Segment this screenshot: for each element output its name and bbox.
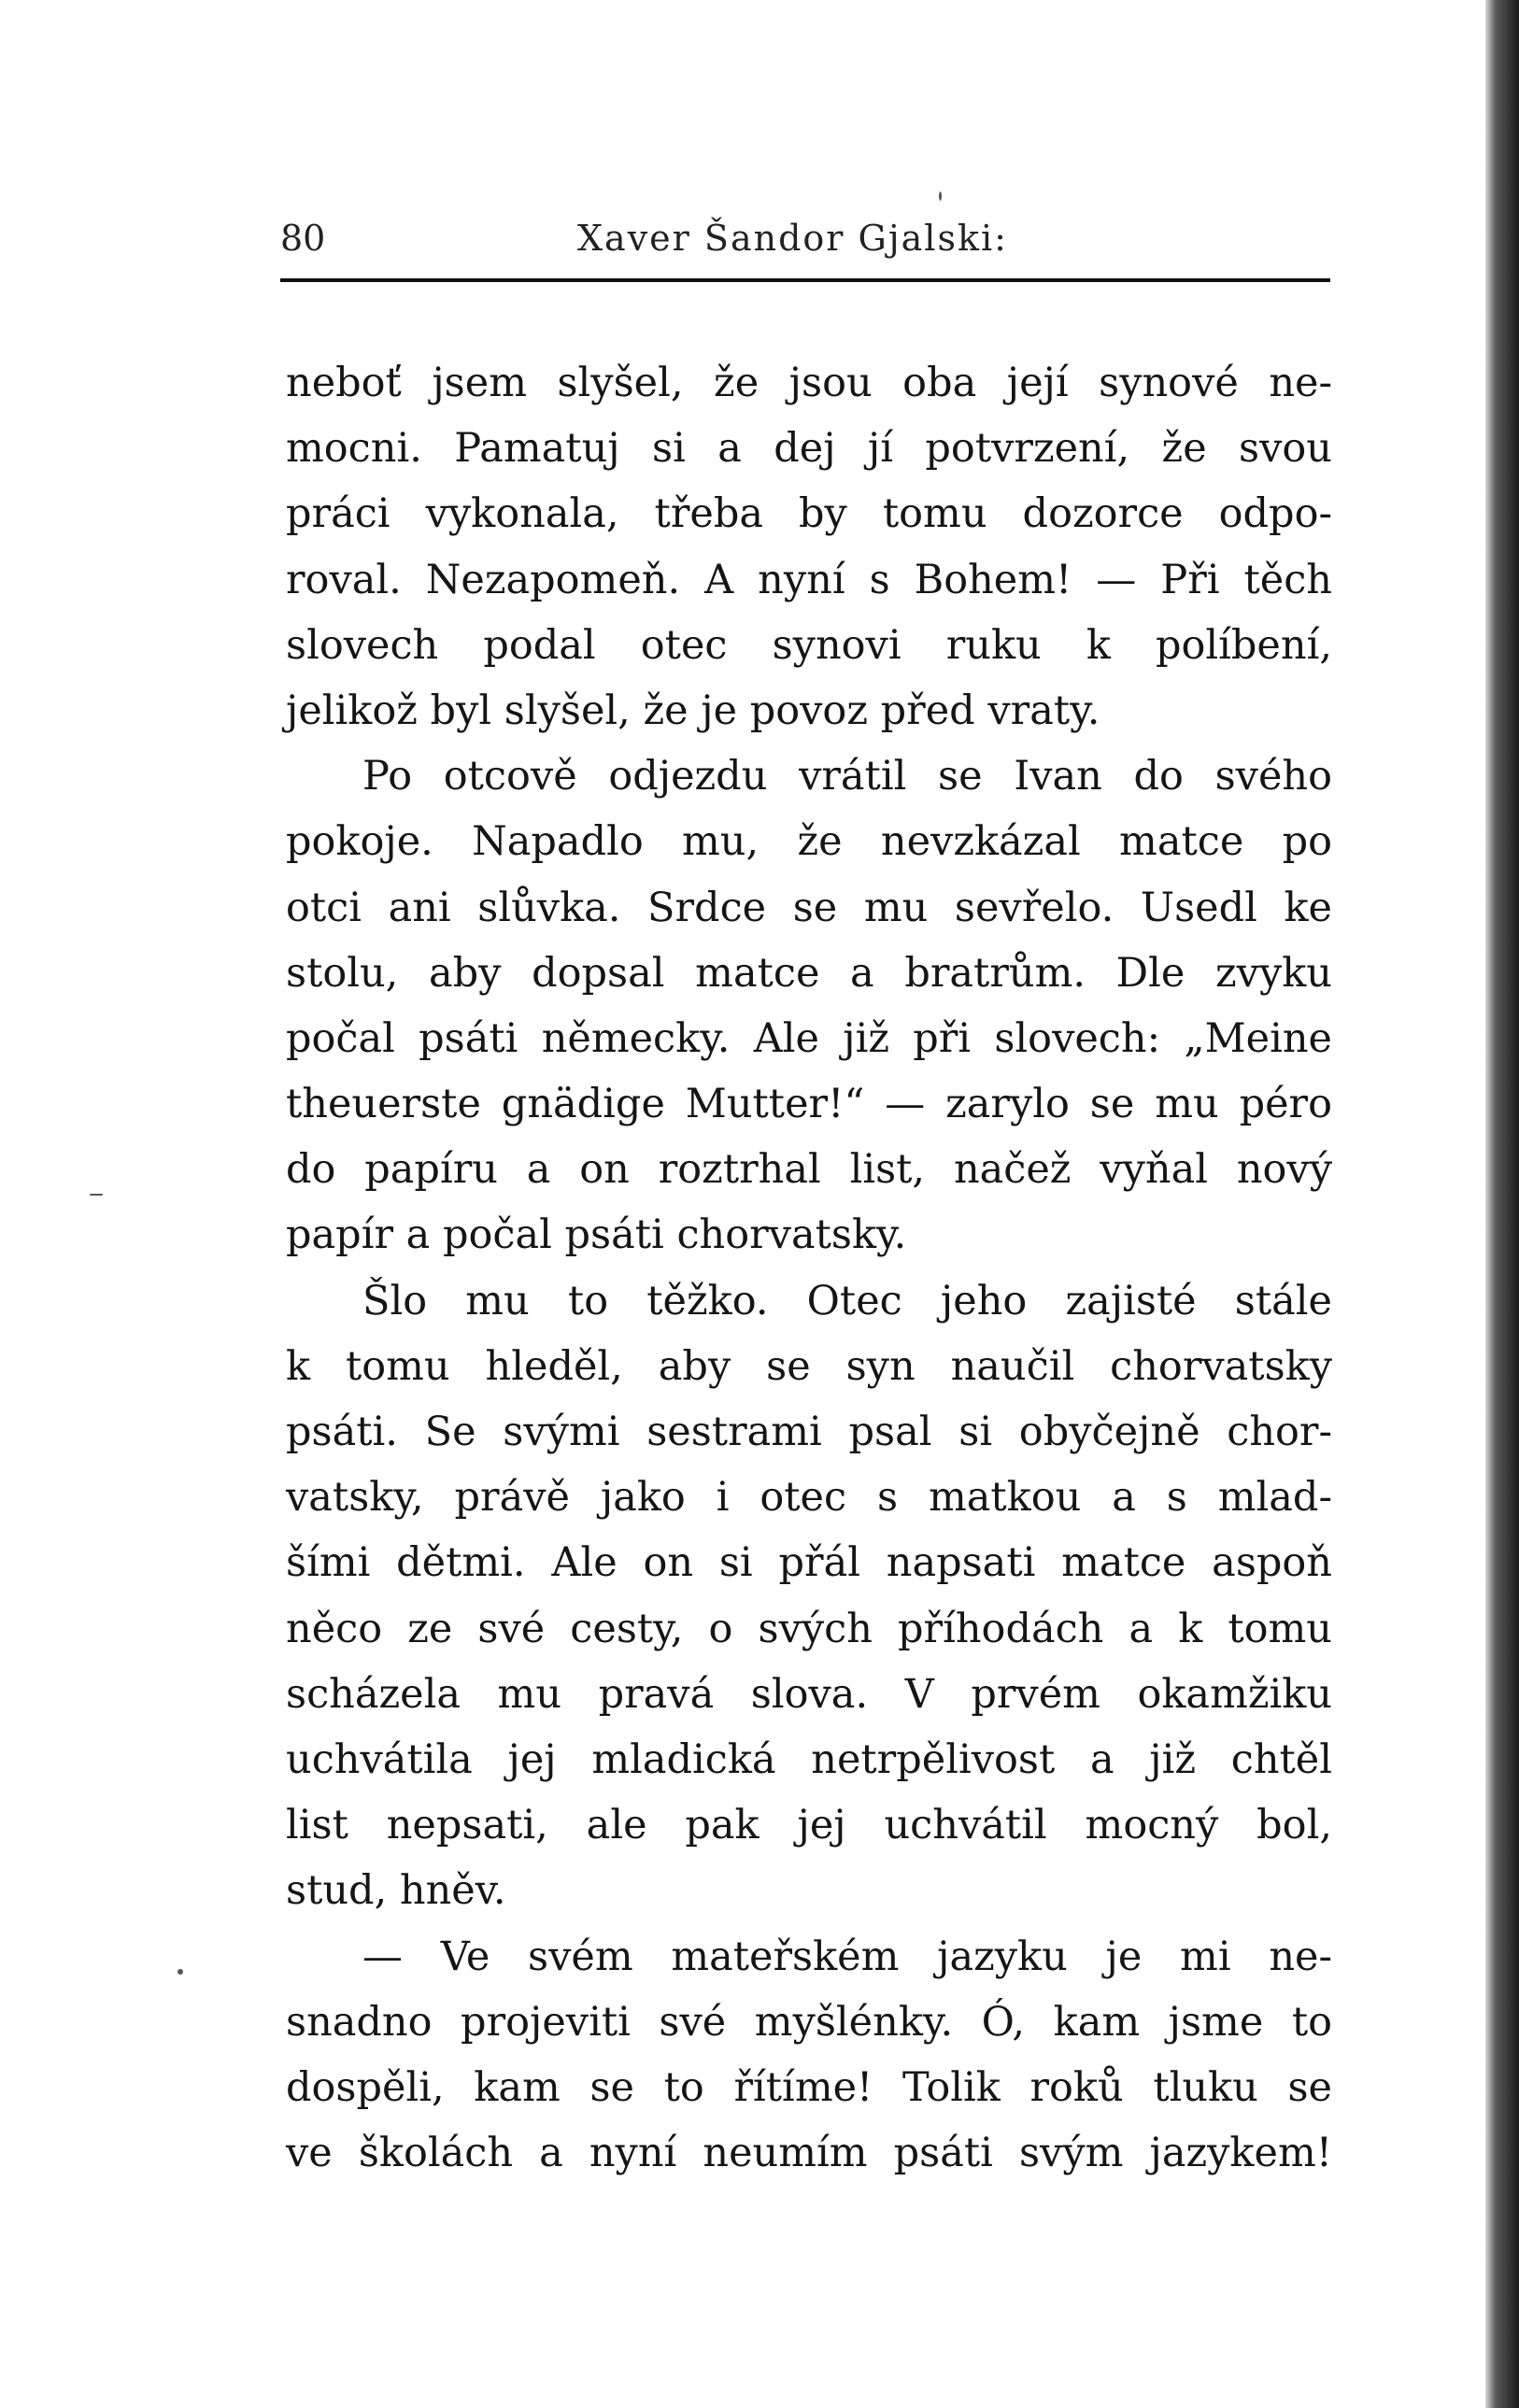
running-head: Xaver Šandor Gjalski: <box>577 218 1008 259</box>
text-line: práci vykonala, třeba by tomu dozorce odpo- <box>286 490 1332 538</box>
text-line: do papíru a on roztrhal list, načež vyňal nový <box>286 1146 1332 1194</box>
text-line: dospěli, kam se to řítíme! Tolik roků tluku se <box>286 2063 1332 2111</box>
text-line: roval. Nezapomeň. A nyní s Bohem! — Při těch <box>286 556 1332 603</box>
text-line: mocni. Pamatuj si a dej jí potvrzení, že svou <box>286 425 1332 473</box>
text-line: slovech podal otec synovi ruku k políbení, <box>286 621 1332 669</box>
text-line: list nepsati, ale pak jej uchvátil mocný bol, <box>286 1802 1332 1849</box>
page-number: 80 <box>280 218 326 259</box>
text-line: Šlo mu to těžko. Otec jeho zajisté stále <box>362 1277 1332 1324</box>
text-line: Po otcově odjezdu vrátil se Ivan do svého <box>362 753 1332 800</box>
text-line: — Ve svém mateřském jazyku je mi ne- <box>362 1933 1332 1980</box>
paper-speck <box>90 1194 103 1196</box>
text-line: papír a počal psáti chorvatsky. <box>286 1211 907 1259</box>
text-line: stolu, aby dopsal matce a bratrům. Dle zvyku <box>286 949 1332 997</box>
text-line: uchvátila jej mladická netrpělivost a již chtěl <box>286 1735 1332 1783</box>
page-edge-shadow <box>1485 0 1519 2408</box>
text-line: ve školách a nyní neumím psáti svým jazykem! <box>286 2130 1332 2177</box>
text-line: psáti. Se svými sestrami psal si obyčejně chor- <box>286 1409 1332 1455</box>
text-line: šími dětmi. Ale on si přál napsati matce aspoň <box>286 1539 1332 1587</box>
header-rule <box>280 278 1330 282</box>
text-line: něco ze své cesty, o svých příhodách a k tomu <box>286 1605 1332 1652</box>
page-header <box>280 210 1327 276</box>
text-line: theuerste gnädige Mutter!“ — zarylo se mu péro <box>286 1081 1332 1128</box>
text-line: k tomu hleděl, aby se syn naučil chorvatsky <box>286 1342 1332 1390</box>
paper-speck <box>177 1969 183 1975</box>
text-line: vatsky, právě jako i otec s matkou a s mlad- <box>286 1474 1332 1522</box>
text-line: otci ani slůvka. Srdce se mu sevřelo. Usedl ke <box>286 884 1332 931</box>
text-line: snadno projeviti své myšlénky. Ó, kam jsme to <box>286 1998 1332 2046</box>
text-line: scházela mu pravá slova. V prvém okamžiku <box>286 1670 1332 1718</box>
body-text <box>286 350 1332 2186</box>
text-line: neboť jsem slyšel, že jsou oba její synové ne- <box>286 360 1332 406</box>
text-line: pokoje. Napadlo mu, že nevzkázal matce po <box>286 818 1332 866</box>
paper-speck <box>939 191 942 201</box>
text-line: jelikož byl slyšel, že je povoz před vraty. <box>286 687 1100 734</box>
text-line: počal psáti německy. Ale již při slovech: „Meine <box>286 1014 1332 1062</box>
text-line: stud, hněv. <box>286 1867 506 1915</box>
